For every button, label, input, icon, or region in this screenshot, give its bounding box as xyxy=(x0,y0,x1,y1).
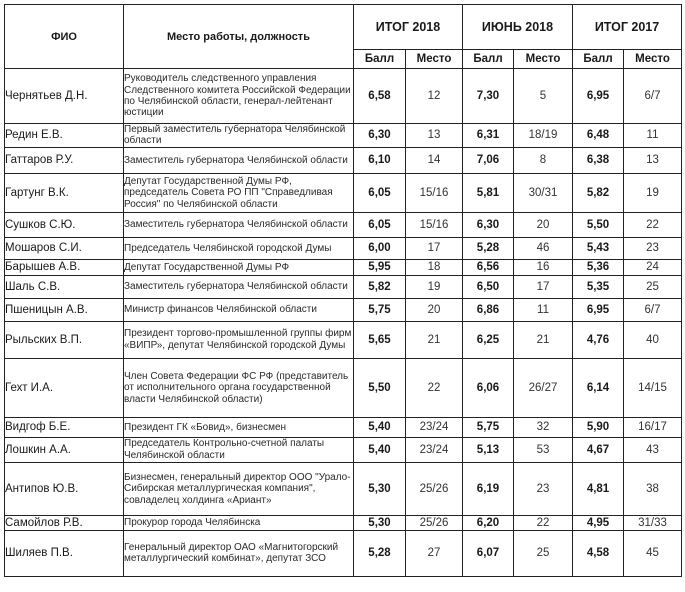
score-2018-cell: 5,40 xyxy=(354,437,406,462)
place-june-2018-cell: 53 xyxy=(514,437,573,462)
place-june-2018-cell: 17 xyxy=(514,275,573,298)
place-2018-cell: 25/26 xyxy=(406,462,463,515)
score-2017-cell: 6,38 xyxy=(573,147,624,173)
score-june-2018-cell: 6,31 xyxy=(463,124,514,148)
table-row xyxy=(5,237,682,259)
place-june-2018-cell: 21 xyxy=(514,321,573,358)
fio-cell: Видгоф Б.Е. xyxy=(5,417,124,437)
score-2018-cell: 6,10 xyxy=(354,147,406,173)
job-cell: Министр финансов Челябинской области xyxy=(124,298,354,321)
score-2018-cell: 6,30 xyxy=(354,124,406,148)
subheader-place: Место xyxy=(514,50,573,69)
score-2017-cell: 4,58 xyxy=(573,530,624,576)
score-june-2018-cell: 6,86 xyxy=(463,298,514,321)
table-row xyxy=(5,358,682,417)
place-june-2018-cell: 32 xyxy=(514,417,573,437)
job-cell: Депутат Государственной Думы РФ, председатель Совета РО ПП "Справедливая Россия" по Челябинской области xyxy=(124,173,354,212)
table-body xyxy=(5,69,682,577)
subheader-score: Балл xyxy=(463,50,514,69)
job-cell: Генеральный директор ОАО «Магнитогорский металлургический комбинат», депутат ЗСО xyxy=(124,530,354,576)
place-2017-cell: 31/33 xyxy=(624,515,682,530)
place-2018-cell: 20 xyxy=(406,298,463,321)
score-2017-cell: 4,81 xyxy=(573,462,624,515)
score-2018-cell: 5,75 xyxy=(354,298,406,321)
score-june-2018-cell: 5,75 xyxy=(463,417,514,437)
score-june-2018-cell: 6,50 xyxy=(463,275,514,298)
fio-cell: Редин Е.В. xyxy=(5,124,124,148)
job-cell: Заместитель губернатора Челябинской области xyxy=(124,212,354,237)
place-june-2018-cell: 30/31 xyxy=(514,173,573,212)
score-2018-cell: 5,28 xyxy=(354,530,406,576)
score-june-2018-cell: 6,06 xyxy=(463,358,514,417)
place-2017-cell: 38 xyxy=(624,462,682,515)
place-2018-cell: 21 xyxy=(406,321,463,358)
score-2018-cell: 5,30 xyxy=(354,462,406,515)
subheader-score: Балл xyxy=(573,50,624,69)
job-cell: Депутат Государственной Думы РФ xyxy=(124,259,354,275)
place-2017-cell: 6/7 xyxy=(624,298,682,321)
score-2017-cell: 6,14 xyxy=(573,358,624,417)
table-row xyxy=(5,437,682,462)
score-2018-cell: 5,30 xyxy=(354,515,406,530)
place-june-2018-cell: 46 xyxy=(514,237,573,259)
job-cell: Председатель Контрольно-счетной палаты Челябинской области xyxy=(124,437,354,462)
rating-table xyxy=(4,4,682,577)
score-june-2018-cell: 6,56 xyxy=(463,259,514,275)
place-2017-cell: 40 xyxy=(624,321,682,358)
table-row xyxy=(5,515,682,530)
place-2018-cell: 23/24 xyxy=(406,417,463,437)
job-cell: Заместитель губернатора Челябинской области xyxy=(124,275,354,298)
score-2017-cell: 5,90 xyxy=(573,417,624,437)
header-itog-2017: ИТОГ 2017 xyxy=(573,5,682,50)
score-2017-cell: 5,35 xyxy=(573,275,624,298)
score-june-2018-cell: 7,06 xyxy=(463,147,514,173)
table-row xyxy=(5,462,682,515)
score-2018-cell: 5,95 xyxy=(354,259,406,275)
score-2017-cell: 4,67 xyxy=(573,437,624,462)
score-2017-cell: 4,76 xyxy=(573,321,624,358)
place-june-2018-cell: 20 xyxy=(514,212,573,237)
place-june-2018-cell: 11 xyxy=(514,298,573,321)
fio-cell: Сушков С.Ю. xyxy=(5,212,124,237)
table-row xyxy=(5,147,682,173)
place-2018-cell: 15/16 xyxy=(406,212,463,237)
fio-cell: Мошаров С.И. xyxy=(5,237,124,259)
score-2017-cell: 5,36 xyxy=(573,259,624,275)
fio-cell: Гартунг В.К. xyxy=(5,173,124,212)
place-2018-cell: 22 xyxy=(406,358,463,417)
table-row xyxy=(5,530,682,576)
score-2018-cell: 6,05 xyxy=(354,173,406,212)
table-row xyxy=(5,259,682,275)
fio-cell: Антипов Ю.В. xyxy=(5,462,124,515)
score-2018-cell: 5,50 xyxy=(354,358,406,417)
score-2018-cell: 5,65 xyxy=(354,321,406,358)
score-june-2018-cell: 6,20 xyxy=(463,515,514,530)
place-2017-cell: 24 xyxy=(624,259,682,275)
score-june-2018-cell: 6,30 xyxy=(463,212,514,237)
score-june-2018-cell: 5,28 xyxy=(463,237,514,259)
job-cell: Председатель Челябинской городской Думы xyxy=(124,237,354,259)
score-2017-cell: 5,50 xyxy=(573,212,624,237)
score-2018-cell: 5,82 xyxy=(354,275,406,298)
place-june-2018-cell: 5 xyxy=(514,69,573,124)
table-row xyxy=(5,124,682,148)
place-2017-cell: 13 xyxy=(624,147,682,173)
table-row xyxy=(5,298,682,321)
place-june-2018-cell: 8 xyxy=(514,147,573,173)
score-2017-cell: 5,82 xyxy=(573,173,624,212)
job-cell: Президент ГК «Бовид», бизнесмен xyxy=(124,417,354,437)
place-2018-cell: 25/26 xyxy=(406,515,463,530)
place-2018-cell: 14 xyxy=(406,147,463,173)
fio-cell: Шаль С.В. xyxy=(5,275,124,298)
score-2017-cell: 5,43 xyxy=(573,237,624,259)
score-2018-cell: 6,58 xyxy=(354,69,406,124)
score-2017-cell: 6,48 xyxy=(573,124,624,148)
fio-cell: Шиляев П.В. xyxy=(5,530,124,576)
fio-cell: Барышев А.В. xyxy=(5,259,124,275)
place-2018-cell: 15/16 xyxy=(406,173,463,212)
score-june-2018-cell: 6,07 xyxy=(463,530,514,576)
fio-cell: Самойлов Р.В. xyxy=(5,515,124,530)
place-2017-cell: 45 xyxy=(624,530,682,576)
place-2018-cell: 17 xyxy=(406,237,463,259)
place-2018-cell: 19 xyxy=(406,275,463,298)
table-row xyxy=(5,275,682,298)
fio-cell: Чернятьев Д.Н. xyxy=(5,69,124,124)
job-cell: Заместитель губернатора Челябинской области xyxy=(124,147,354,173)
place-2017-cell: 6/7 xyxy=(624,69,682,124)
place-june-2018-cell: 22 xyxy=(514,515,573,530)
fio-cell: Пшеницын А.В. xyxy=(5,298,124,321)
fio-cell: Рыльских В.П. xyxy=(5,321,124,358)
job-cell: Президент торгово-промышленной группы фирм «ВИПР», депутат Челябинской городской Думы xyxy=(124,321,354,358)
score-2017-cell: 4,95 xyxy=(573,515,624,530)
place-2017-cell: 43 xyxy=(624,437,682,462)
place-2017-cell: 25 xyxy=(624,275,682,298)
header-job: Место работы, должность xyxy=(124,5,354,69)
job-cell: Прокурор города Челябинска xyxy=(124,515,354,530)
place-june-2018-cell: 16 xyxy=(514,259,573,275)
place-june-2018-cell: 23 xyxy=(514,462,573,515)
job-cell: Руководитель следственного управления Следственного комитета Российской Федерации по Челябинской области, генерал-лейтенант юстиции xyxy=(124,69,354,124)
job-cell: Бизнесмен, генеральный директор ООО "Урало-Сибирская металлургическая компания", совладелец холдинга «Ариант» xyxy=(124,462,354,515)
place-june-2018-cell: 18/19 xyxy=(514,124,573,148)
place-2018-cell: 18 xyxy=(406,259,463,275)
place-june-2018-cell: 26/27 xyxy=(514,358,573,417)
table-row xyxy=(5,321,682,358)
table-row xyxy=(5,417,682,437)
score-2017-cell: 6,95 xyxy=(573,69,624,124)
place-2018-cell: 13 xyxy=(406,124,463,148)
score-june-2018-cell: 5,13 xyxy=(463,437,514,462)
subheader-score: Балл xyxy=(354,50,406,69)
place-2017-cell: 19 xyxy=(624,173,682,212)
place-2018-cell: 27 xyxy=(406,530,463,576)
header-june-2018: ИЮНЬ 2018 xyxy=(463,5,573,50)
place-2017-cell: 16/17 xyxy=(624,417,682,437)
score-2018-cell: 5,40 xyxy=(354,417,406,437)
subheader-place: Место xyxy=(406,50,463,69)
place-2017-cell: 11 xyxy=(624,124,682,148)
score-2017-cell: 6,95 xyxy=(573,298,624,321)
score-june-2018-cell: 5,81 xyxy=(463,173,514,212)
place-june-2018-cell: 25 xyxy=(514,530,573,576)
score-june-2018-cell: 6,25 xyxy=(463,321,514,358)
table-row xyxy=(5,173,682,212)
table-row xyxy=(5,69,682,124)
fio-cell: Лошкин А.А. xyxy=(5,437,124,462)
place-2017-cell: 22 xyxy=(624,212,682,237)
job-cell: Первый заместитель губернатора Челябинской области xyxy=(124,124,354,148)
place-2017-cell: 23 xyxy=(624,237,682,259)
score-2018-cell: 6,00 xyxy=(354,237,406,259)
subheader-place: Место xyxy=(624,50,682,69)
score-june-2018-cell: 7,30 xyxy=(463,69,514,124)
place-2018-cell: 12 xyxy=(406,69,463,124)
job-cell: Член Совета Федерации ФС РФ (представитель от исполнительного органа государственной власти Челябинской области) xyxy=(124,358,354,417)
header-fio: ФИО xyxy=(5,5,124,69)
fio-cell: Гаттаров Р.У. xyxy=(5,147,124,173)
place-2017-cell: 14/15 xyxy=(624,358,682,417)
header-row xyxy=(5,5,682,50)
table-row xyxy=(5,212,682,237)
fio-cell: Гехт И.А. xyxy=(5,358,124,417)
score-june-2018-cell: 6,19 xyxy=(463,462,514,515)
header-itog-2018: ИТОГ 2018 xyxy=(354,5,463,50)
score-2018-cell: 6,05 xyxy=(354,212,406,237)
place-2018-cell: 23/24 xyxy=(406,437,463,462)
